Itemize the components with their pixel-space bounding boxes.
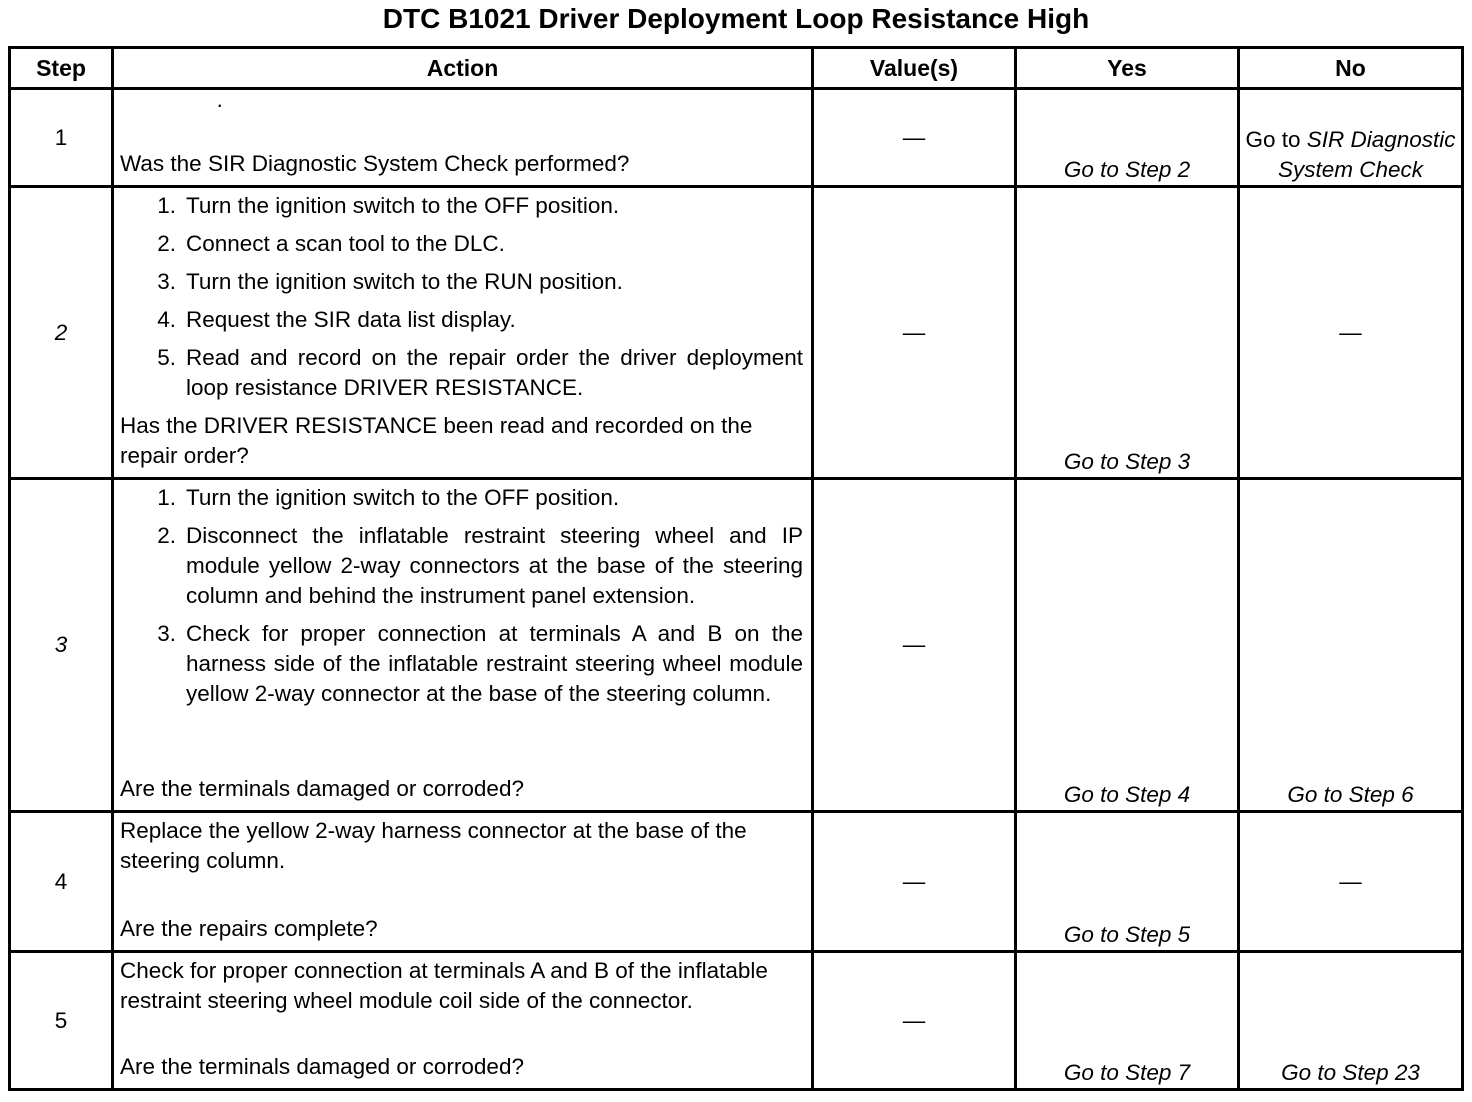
value-cell: —: [813, 89, 1016, 187]
table-row: [10, 479, 1463, 812]
action-cell: [113, 89, 813, 187]
step-number: 1: [10, 89, 113, 187]
step-number: 2: [10, 187, 113, 479]
header-yes: Yes: [1016, 48, 1239, 89]
action-text: Replace the yellow 2-way harness connector at the base of the steering column.: [120, 818, 747, 873]
action-question: Are the terminals damaged or corroded?: [120, 776, 524, 801]
value-cell: —: [813, 187, 1016, 479]
no-prefix: Go to: [1245, 127, 1307, 152]
header-no: No: [1239, 48, 1463, 89]
item-text: Read and record on the repair order the driver deployment loop resistance DRIVER RESISTANCE.: [186, 345, 803, 400]
diagnostic-table: [8, 46, 1464, 1091]
step-number: 4: [10, 812, 113, 952]
item-number: 3.: [157, 269, 176, 294]
header-action: Action: [113, 48, 813, 89]
no-cell: [1239, 89, 1463, 187]
action-cell: [113, 479, 813, 812]
item-text: Disconnect the inflatable restraint steering wheel and IP module yellow 2-way connectors at the base of the steering column and behind the instrument panel extension.: [186, 523, 803, 608]
no-link-text: SIR Diagnostic System Check: [1277, 127, 1456, 182]
item-number: 2.: [157, 231, 176, 256]
no-cell: —: [1239, 812, 1463, 952]
header-values: Value(s): [813, 48, 1016, 89]
list-item: [120, 619, 803, 709]
table-row: [10, 952, 1463, 1090]
list-item: [120, 521, 803, 611]
header-step: Step: [10, 48, 113, 89]
value-cell: —: [813, 479, 1016, 812]
item-number: 1.: [157, 485, 176, 510]
item-number: 5.: [157, 345, 176, 370]
yes-cell: Go to Step 7: [1016, 952, 1239, 1090]
item-number: 4.: [157, 307, 176, 332]
list-item: [120, 191, 803, 221]
list-item: [120, 483, 803, 513]
no-cell: —: [1239, 187, 1463, 479]
no-cell: Go to Step 23: [1239, 952, 1463, 1090]
action-cell: [113, 187, 813, 479]
no-cell: Go to Step 6: [1239, 479, 1463, 812]
action-steps-list: [120, 191, 803, 411]
item-number: 3.: [157, 621, 176, 646]
item-text: Check for proper connection at terminals A and B on the harness side of the inflatable restraint steering wheel module yellow 2-way connector at the base of the steering column.: [186, 621, 803, 706]
action-steps-list: [120, 483, 803, 717]
list-item: [120, 267, 803, 297]
item-text: Turn the ignition switch to the OFF position.: [186, 193, 620, 218]
yes-cell: Go to Step 2: [1016, 89, 1239, 187]
item-number: 2.: [157, 523, 176, 548]
bullet-dot: ·: [216, 92, 224, 117]
list-item: [120, 343, 803, 403]
item-number: 1.: [157, 193, 176, 218]
action-question: Are the terminals damaged or corroded?: [120, 1054, 524, 1079]
action-question: Has the DRIVER RESISTANCE been read and recorded on the repair order?: [120, 413, 753, 468]
action-question: Was the SIR Diagnostic System Check performed?: [120, 151, 630, 176]
action-text: Check for proper connection at terminals A and B of the inflatable restraint steering wheel module coil side of the connector.: [120, 958, 768, 1013]
action-question: Are the repairs complete?: [120, 916, 378, 941]
item-text: Request the SIR data list display.: [186, 307, 516, 332]
table-row: [10, 89, 1463, 187]
item-text: Turn the ignition switch to the RUN position.: [186, 269, 623, 294]
value-cell: —: [813, 952, 1016, 1090]
list-item: [120, 229, 803, 259]
yes-cell: Go to Step 5: [1016, 812, 1239, 952]
header-row: [10, 48, 1463, 89]
step-number: 3: [10, 479, 113, 812]
table-row: [10, 187, 1463, 479]
page-title: DTC B1021 Driver Deployment Loop Resistance High: [382, 3, 1090, 34]
action-cell: [113, 812, 813, 952]
step-number: 5: [10, 952, 113, 1090]
value-cell: —: [813, 812, 1016, 952]
yes-cell: Go to Step 3: [1016, 187, 1239, 479]
action-cell: [113, 952, 813, 1090]
item-text: Connect a scan tool to the DLC.: [186, 231, 505, 256]
table-row: [10, 812, 1463, 952]
item-text: Turn the ignition switch to the OFF position.: [186, 485, 620, 510]
list-item: [120, 305, 803, 335]
yes-cell: Go to Step 4: [1016, 479, 1239, 812]
